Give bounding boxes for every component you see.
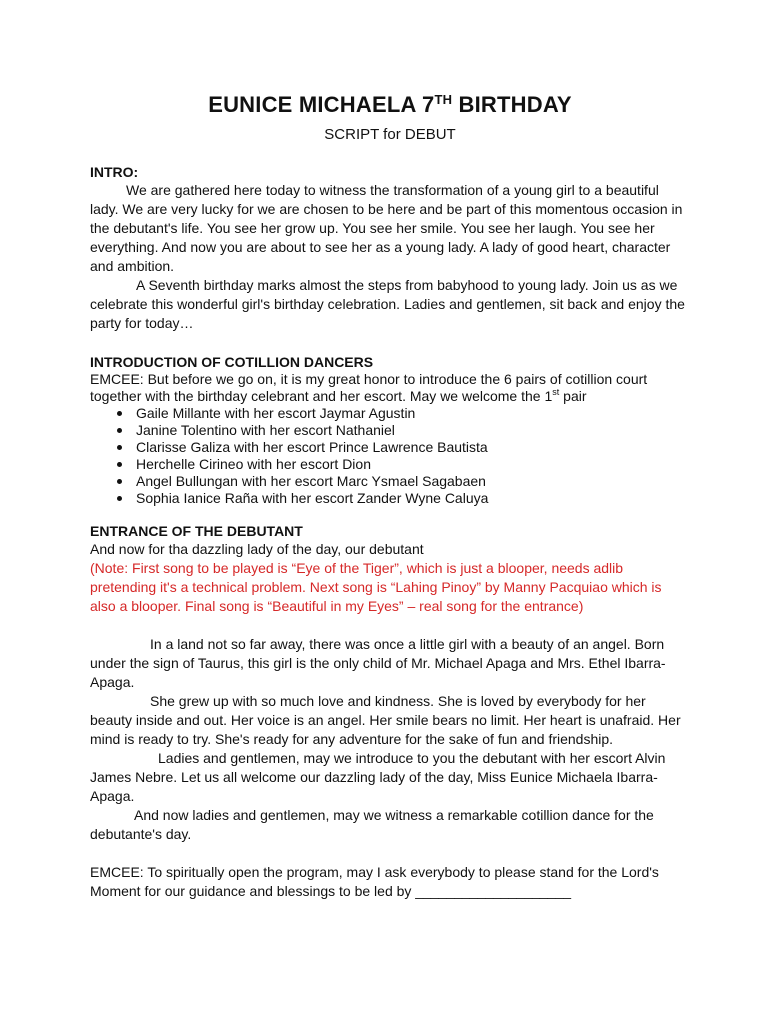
cotillion-heading: INTRODUCTION OF COTILLION DANCERS [90, 354, 374, 370]
list-item: Angel Bullungan with her escort Marc Ysmael Sagabaen [90, 473, 690, 490]
title-main-text: EUNICE MICHAELA 7 [208, 92, 435, 117]
story-paragraph-2: She grew up with so much love and kindness. She is loved by everybody for her beauty inside and out. Her voice is an angel. Her smile bears no limit. Her heart is unafraid. Her mind is ready to try. She's ready for any adventure for the sake of fun and friendship. [90, 693, 681, 747]
list-item: Gaile Millante with her escort Jaymar Agustin [90, 405, 690, 422]
intro-heading: INTRO: [90, 164, 139, 180]
intro-paragraph-2: A Seventh birthday marks almost the steps from babyhood to young lady. Join us as we celebrate this wonderful girl's birthday celebration. Ladies and gentlemen, sit back and enjoy the party for today… [90, 277, 685, 331]
title-end-text: BIRTHDAY [452, 92, 572, 117]
cotillion-emcee-main: EMCEE: But before we go on, it is my great honor to introduce the 6 pairs of cotillion court together with the birthday celebrant and her escort. May we welcome the 1 [90, 371, 648, 404]
cotillion-pairs-list [90, 405, 690, 507]
cotillion-emcee-text [90, 371, 690, 405]
cotillion-emcee-sup: st [552, 387, 560, 397]
list-item: Janine Tolentino with her escort Nathaniel [90, 422, 690, 439]
document-title [90, 90, 690, 120]
entrance-heading: ENTRANCE OF THE DEBUTANT [90, 523, 303, 539]
title-superscript: TH [434, 92, 453, 107]
cotillion-emcee-end: pair [559, 388, 587, 404]
story-paragraph-1: In a land not so far away, there was once a little girl with a beauty of an angel. Born under the sign of Taurus, this girl is the only child of Mr. Michael Apaga and Mrs. Ethel Ibarra-Apaga. [90, 636, 666, 690]
document-page [90, 90, 690, 901]
entrance-note: (Note: First song to be played is “Eye of the Tiger”, which is just a blooper, needs adlib pretending it's a technical problem. Next song is “Lahing Pinoy” by Manny Pacquiao which is also a blooper. Final song is “Beautiful in my Eyes” – real song for the entrance) [90, 560, 662, 614]
entrance-lead: And now for tha dazzling lady of the day, our debutant [90, 541, 424, 557]
story-paragraph-3: Ladies and gentlemen, may we introduce to you the debutant with her escort Alvin James Nebre. Let us all welcome our dazzling lady of the day, Miss Eunice Michaela Ibarra-Apaga. [90, 750, 666, 804]
list-item: Herchelle Cirineo with her escort Dion [90, 456, 690, 473]
closing-emcee-text: EMCEE: To spiritually open the program, may I ask everybody to please stand for the Lord's Moment for our guidance and blessings to be led by ____________________ [90, 864, 659, 899]
list-item: Sophia Ianice Raña with her escort Zander Wyne Caluya [90, 490, 690, 507]
intro-paragraph-1: We are gathered here today to witness the transformation of a young girl to a beautiful lady. We are very lucky for we are chosen to be here and be part of this momentous occasion in the debutant's life. You see her grow up. You see her smile. You see her laugh. You see her everything. And now you are about to see her as a young lady. A lady of good heart, character and ambition. [90, 182, 683, 274]
story-paragraph-4: And now ladies and gentlemen, may we witness a remarkable cotillion dance for the debutante's day. [90, 807, 654, 842]
document-subtitle: SCRIPT for DEBUT [324, 126, 456, 143]
list-item: Clarisse Galiza with her escort Prince Lawrence Bautista [90, 439, 690, 456]
